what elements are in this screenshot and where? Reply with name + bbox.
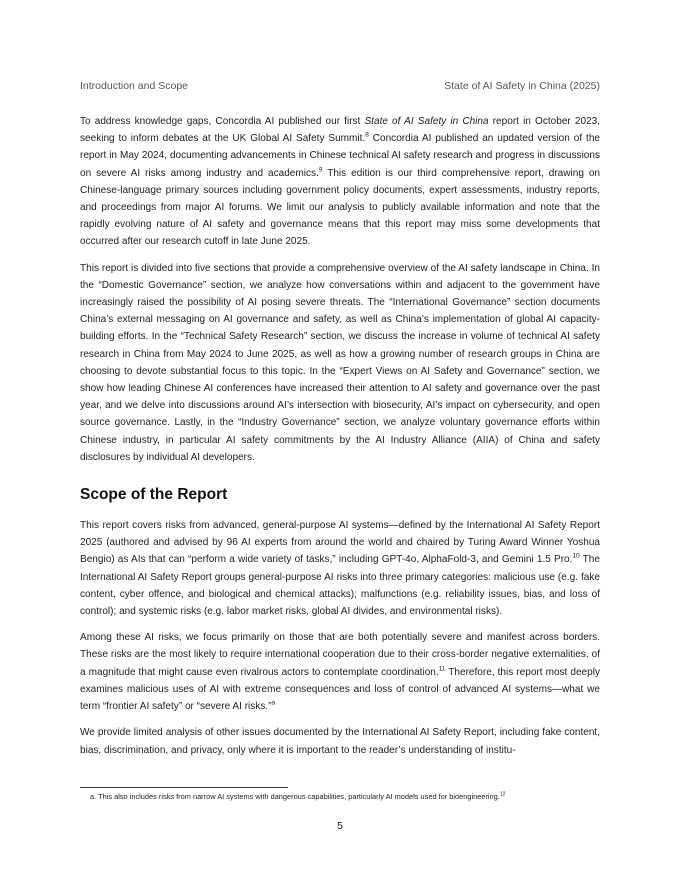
paragraph-sections-overview: This report is divided into five sections that provide a comprehensive overview of the AI safety landscape in China. In the “Domestic Governance” section, we analyze how conversations within and adjacent to the government have increasingly raised the possibility of AI posing severe threats. The “International Governance” section documents China’s external messaging on AI governance and safety, as well as China’s implementation of global AI capacity-building efforts. In the “Technical Safety Research” section, we discuss the increase in volume of technical AI safety research in China from May 2024 to June 2025, as well as how a growing number of research groups in China are choosing to devote substantial focus to this topic. In the “Expert Views on AI Safety and Governance” section, we show how leading Chinese AI conferences have increased their attention to AI safety and governance over the past year, and we delve into discussions around AI’s intersection with biosecurity, AI’s impact on cybersecurity, and open source governance. Lastly, in the “Industry Governance” section, we analyze voluntary governance efforts within Chinese industry, in particular AI safety commitments by the AI Industry Alliance (AIIA) of China and safety disclosures by individual AI developers. [80, 262, 600, 463]
citation-ref[interactable]: 8 [365, 131, 369, 139]
footnote-divider [80, 787, 288, 788]
header-report-title: State of AI Safety in China (2025) [444, 80, 600, 92]
paragraph-focus: Among these AI risks, we focus primarily on those that are both potentially severe and manifest across borders. These risks are the most likely to require international cooperation due to their cross-border negative externalities, of a magnitude that might cause even rivalrous actors to contemplate coordination.$^{11}$ Therefore, this report most deeply examines malicious uses of AI with extreme consequences and loss of control of advanced AI systems—what we term “frontier AI safety” or “severe AI risks.”$^a$ [80, 632, 600, 713]
citation-ref[interactable]: 9 [318, 166, 323, 174]
section-heading: Scope of the Report [80, 486, 228, 504]
header-section-title: Introduction and Scope [80, 80, 188, 92]
citation-ref[interactable]: 10 [572, 553, 580, 561]
citation-ref[interactable]: 11 [438, 665, 446, 673]
body-text [80, 113, 600, 768]
paragraph-scope: This report covers risks from advanced, general-purpose AI systems—defined by the International AI Safety Report 2025 (authored and advised by 96 AI experts from around the world and chaired by Turing Award Winner Yoshua Bengio) as AIs that can “perform a wide variety of tasks,” including GPT-4o, AlphaFold-3, and Gemini 1.5 Pro.$^{10}$ The International AI Safety Report groups general-purpose AI risks into three primary categories: malicious use (e.g. fake content, cyber offence, and biological and chemical attacks); malfunctions (e.g. reliability issues, bias, and loss of control); and systemic risks (e.g. labor market risks, global AI divides, and environmental risks). [80, 520, 600, 618]
paragraph-intro: To address knowledge gaps, Concordia AI published our first State of AI Safety in China report in October 2023, seeking to inform debates at the UK Global AI Safety Summit.$^8$ Concordia AI published an updated version of the report in May 2024, documenting advancements in Chinese technical AI safety research and progress in discussions on severe AI risks among industry and academics.$^9$ This edition is our third comprehensive report, drawing on Chinese-language primary sources including government policy documents, expert assessments, industry reports, and proceedings from major AI forums. We limit our analysis to publicly available information and note that the rapidly evolving nature of AI safety and governance means that this report may miss some developments that occurred after our research cutoff in late June 2025. [80, 116, 601, 248]
running-header [80, 80, 600, 92]
footnote-marker[interactable]: a [271, 699, 276, 707]
citation-ref[interactable]: 12 [499, 791, 506, 798]
report-title-italic: State of AI Safety in China [364, 116, 489, 127]
page-number: 5 [337, 820, 343, 832]
paragraph-limited-analysis: We provide limited analysis of other issues documented by the International AI Safety Report, including fake content, bias, discrimination, and privacy, only where it is important to the reader’s understanding of institu- [80, 727, 600, 756]
footnote: a. This also includes risks from narrow AI systems with dangerous capabilities, particularly AI models used for bioengineering.$^{12}$ [90, 791, 506, 801]
